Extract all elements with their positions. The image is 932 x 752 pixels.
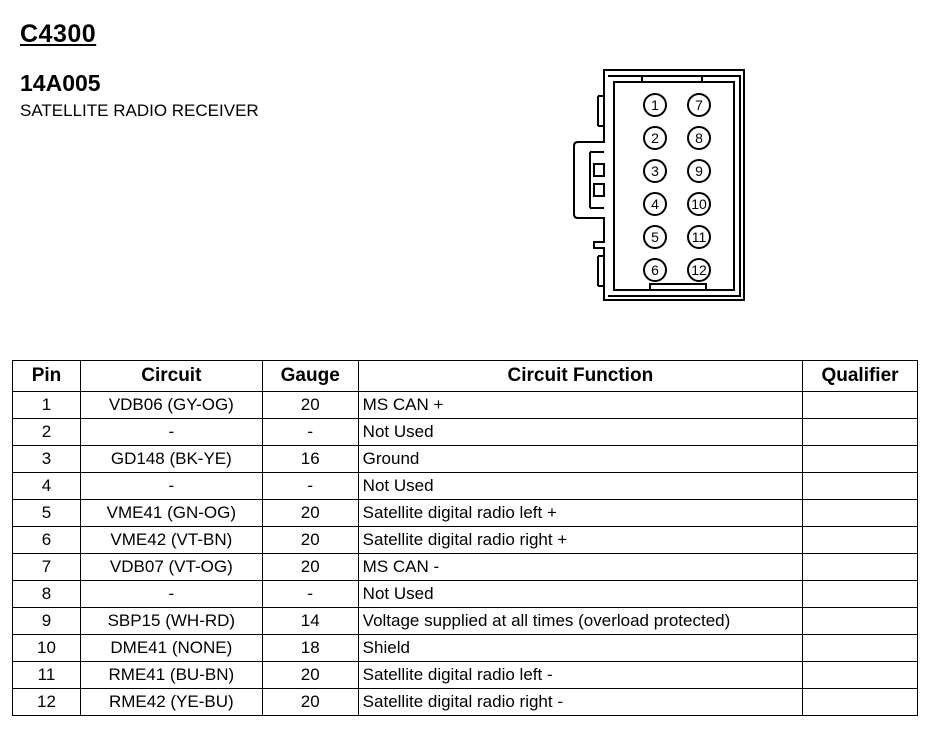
pin-cell: 2	[13, 419, 81, 446]
circuit-cell: VME42 (VT-BN)	[80, 527, 262, 554]
pin-number-label: 3	[651, 163, 659, 179]
gauge-cell: 16	[262, 446, 358, 473]
qualifier-cell	[803, 392, 918, 419]
pin-cell: 1	[13, 392, 81, 419]
pin-cell: 11	[13, 662, 81, 689]
table-row	[13, 662, 918, 689]
function-cell: MS CAN -	[358, 554, 802, 581]
function-cell: Ground	[358, 446, 802, 473]
part-number: 14A005	[20, 70, 101, 96]
header-circuit-function: Circuit Function	[358, 361, 802, 392]
table-row	[13, 689, 918, 716]
circuit-cell: RME42 (YE-BU)	[80, 689, 262, 716]
function-cell: Satellite digital radio left +	[358, 500, 802, 527]
gauge-cell: 14	[262, 608, 358, 635]
gauge-cell: -	[262, 473, 358, 500]
pin-cavity	[688, 226, 710, 248]
pin-cell: 8	[13, 581, 81, 608]
pin-cell: 7	[13, 554, 81, 581]
header-qualifier: Qualifier	[803, 361, 918, 392]
connector-id: C4300	[20, 20, 97, 48]
function-cell: Not Used	[358, 473, 802, 500]
circuit-cell: VDB06 (GY-OG)	[80, 392, 262, 419]
pin-cavity	[644, 94, 666, 116]
circuit-cell: DME41 (NONE)	[80, 635, 262, 662]
pin-cavity	[644, 127, 666, 149]
header-pin: Pin	[13, 361, 81, 392]
circuit-cell: RME41 (BU-BN)	[80, 662, 262, 689]
table-row	[13, 581, 918, 608]
circuit-cell: GD148 (BK-YE)	[80, 446, 262, 473]
qualifier-cell	[803, 500, 918, 527]
header-gauge: Gauge	[262, 361, 358, 392]
circuit-cell: VME41 (GN-OG)	[80, 500, 262, 527]
pin-cell: 5	[13, 500, 81, 527]
table-row	[13, 554, 918, 581]
qualifier-cell	[803, 608, 918, 635]
table-row	[13, 500, 918, 527]
pin-cell: 6	[13, 527, 81, 554]
gauge-cell: 20	[262, 500, 358, 527]
gauge-cell: -	[262, 419, 358, 446]
pin-cell: 12	[13, 689, 81, 716]
qualifier-cell	[803, 446, 918, 473]
pin-cavity	[688, 94, 710, 116]
function-cell: Not Used	[358, 419, 802, 446]
circuit-cell: VDB07 (VT-OG)	[80, 554, 262, 581]
pin-cavity	[644, 160, 666, 182]
gauge-cell: 20	[262, 689, 358, 716]
gauge-cell: 20	[262, 554, 358, 581]
table-row	[13, 392, 918, 419]
gauge-cell: -	[262, 581, 358, 608]
pin-number-label: 6	[651, 262, 659, 278]
circuit-cell: -	[80, 419, 262, 446]
pin-cavity	[644, 226, 666, 248]
pin-cavity	[688, 160, 710, 182]
table-header-row	[13, 361, 918, 392]
part-description: SATELLITE RADIO RECEIVER	[20, 101, 259, 120]
pin-cavity	[644, 259, 666, 281]
gauge-cell: 20	[262, 392, 358, 419]
pin-number-label: 2	[651, 130, 659, 146]
pin-number-label: 10	[691, 196, 707, 212]
pin-cavity	[688, 193, 710, 215]
pinout-table	[12, 360, 918, 716]
function-cell: Satellite digital radio left -	[358, 662, 802, 689]
pin-number-label: 12	[691, 262, 707, 278]
gauge-cell: 20	[262, 527, 358, 554]
qualifier-cell	[803, 581, 918, 608]
function-cell: Satellite digital radio right -	[358, 689, 802, 716]
pin-number-label: 11	[691, 229, 707, 245]
circuit-cell: -	[80, 581, 262, 608]
qualifier-cell	[803, 662, 918, 689]
circuit-cell: SBP15 (WH-RD)	[80, 608, 262, 635]
pin-number-label: 5	[651, 229, 659, 245]
gauge-cell: 20	[262, 662, 358, 689]
qualifier-cell	[803, 473, 918, 500]
function-cell: Satellite digital radio right +	[358, 527, 802, 554]
pin-cell: 3	[13, 446, 81, 473]
table-row	[13, 446, 918, 473]
function-cell: Voltage supplied at all times (overload protected)	[358, 608, 802, 635]
circuit-cell: -	[80, 473, 262, 500]
qualifier-cell	[803, 419, 918, 446]
table-row	[13, 527, 918, 554]
qualifier-cell	[803, 527, 918, 554]
pin-cell: 9	[13, 608, 81, 635]
pin-cavity	[688, 259, 710, 281]
pin-number-label: 8	[695, 130, 703, 146]
qualifier-cell	[803, 554, 918, 581]
qualifier-cell	[803, 635, 918, 662]
function-cell: Not Used	[358, 581, 802, 608]
pin-number-label: 4	[651, 196, 659, 212]
function-cell: MS CAN +	[358, 392, 802, 419]
pin-cell: 4	[13, 473, 81, 500]
pin-cell: 10	[13, 635, 81, 662]
pin-number-label: 9	[695, 163, 703, 179]
header-circuit: Circuit	[80, 361, 262, 392]
table-row	[13, 608, 918, 635]
pin-number-label: 1	[651, 97, 659, 113]
table-row	[13, 473, 918, 500]
function-cell: Shield	[358, 635, 802, 662]
table-row	[13, 419, 918, 446]
qualifier-cell	[803, 689, 918, 716]
table-row	[13, 635, 918, 662]
pin-cavity	[688, 127, 710, 149]
pin-number-label: 7	[695, 97, 703, 113]
connector-face-diagram	[572, 66, 752, 306]
pin-cavity	[644, 193, 666, 215]
gauge-cell: 18	[262, 635, 358, 662]
